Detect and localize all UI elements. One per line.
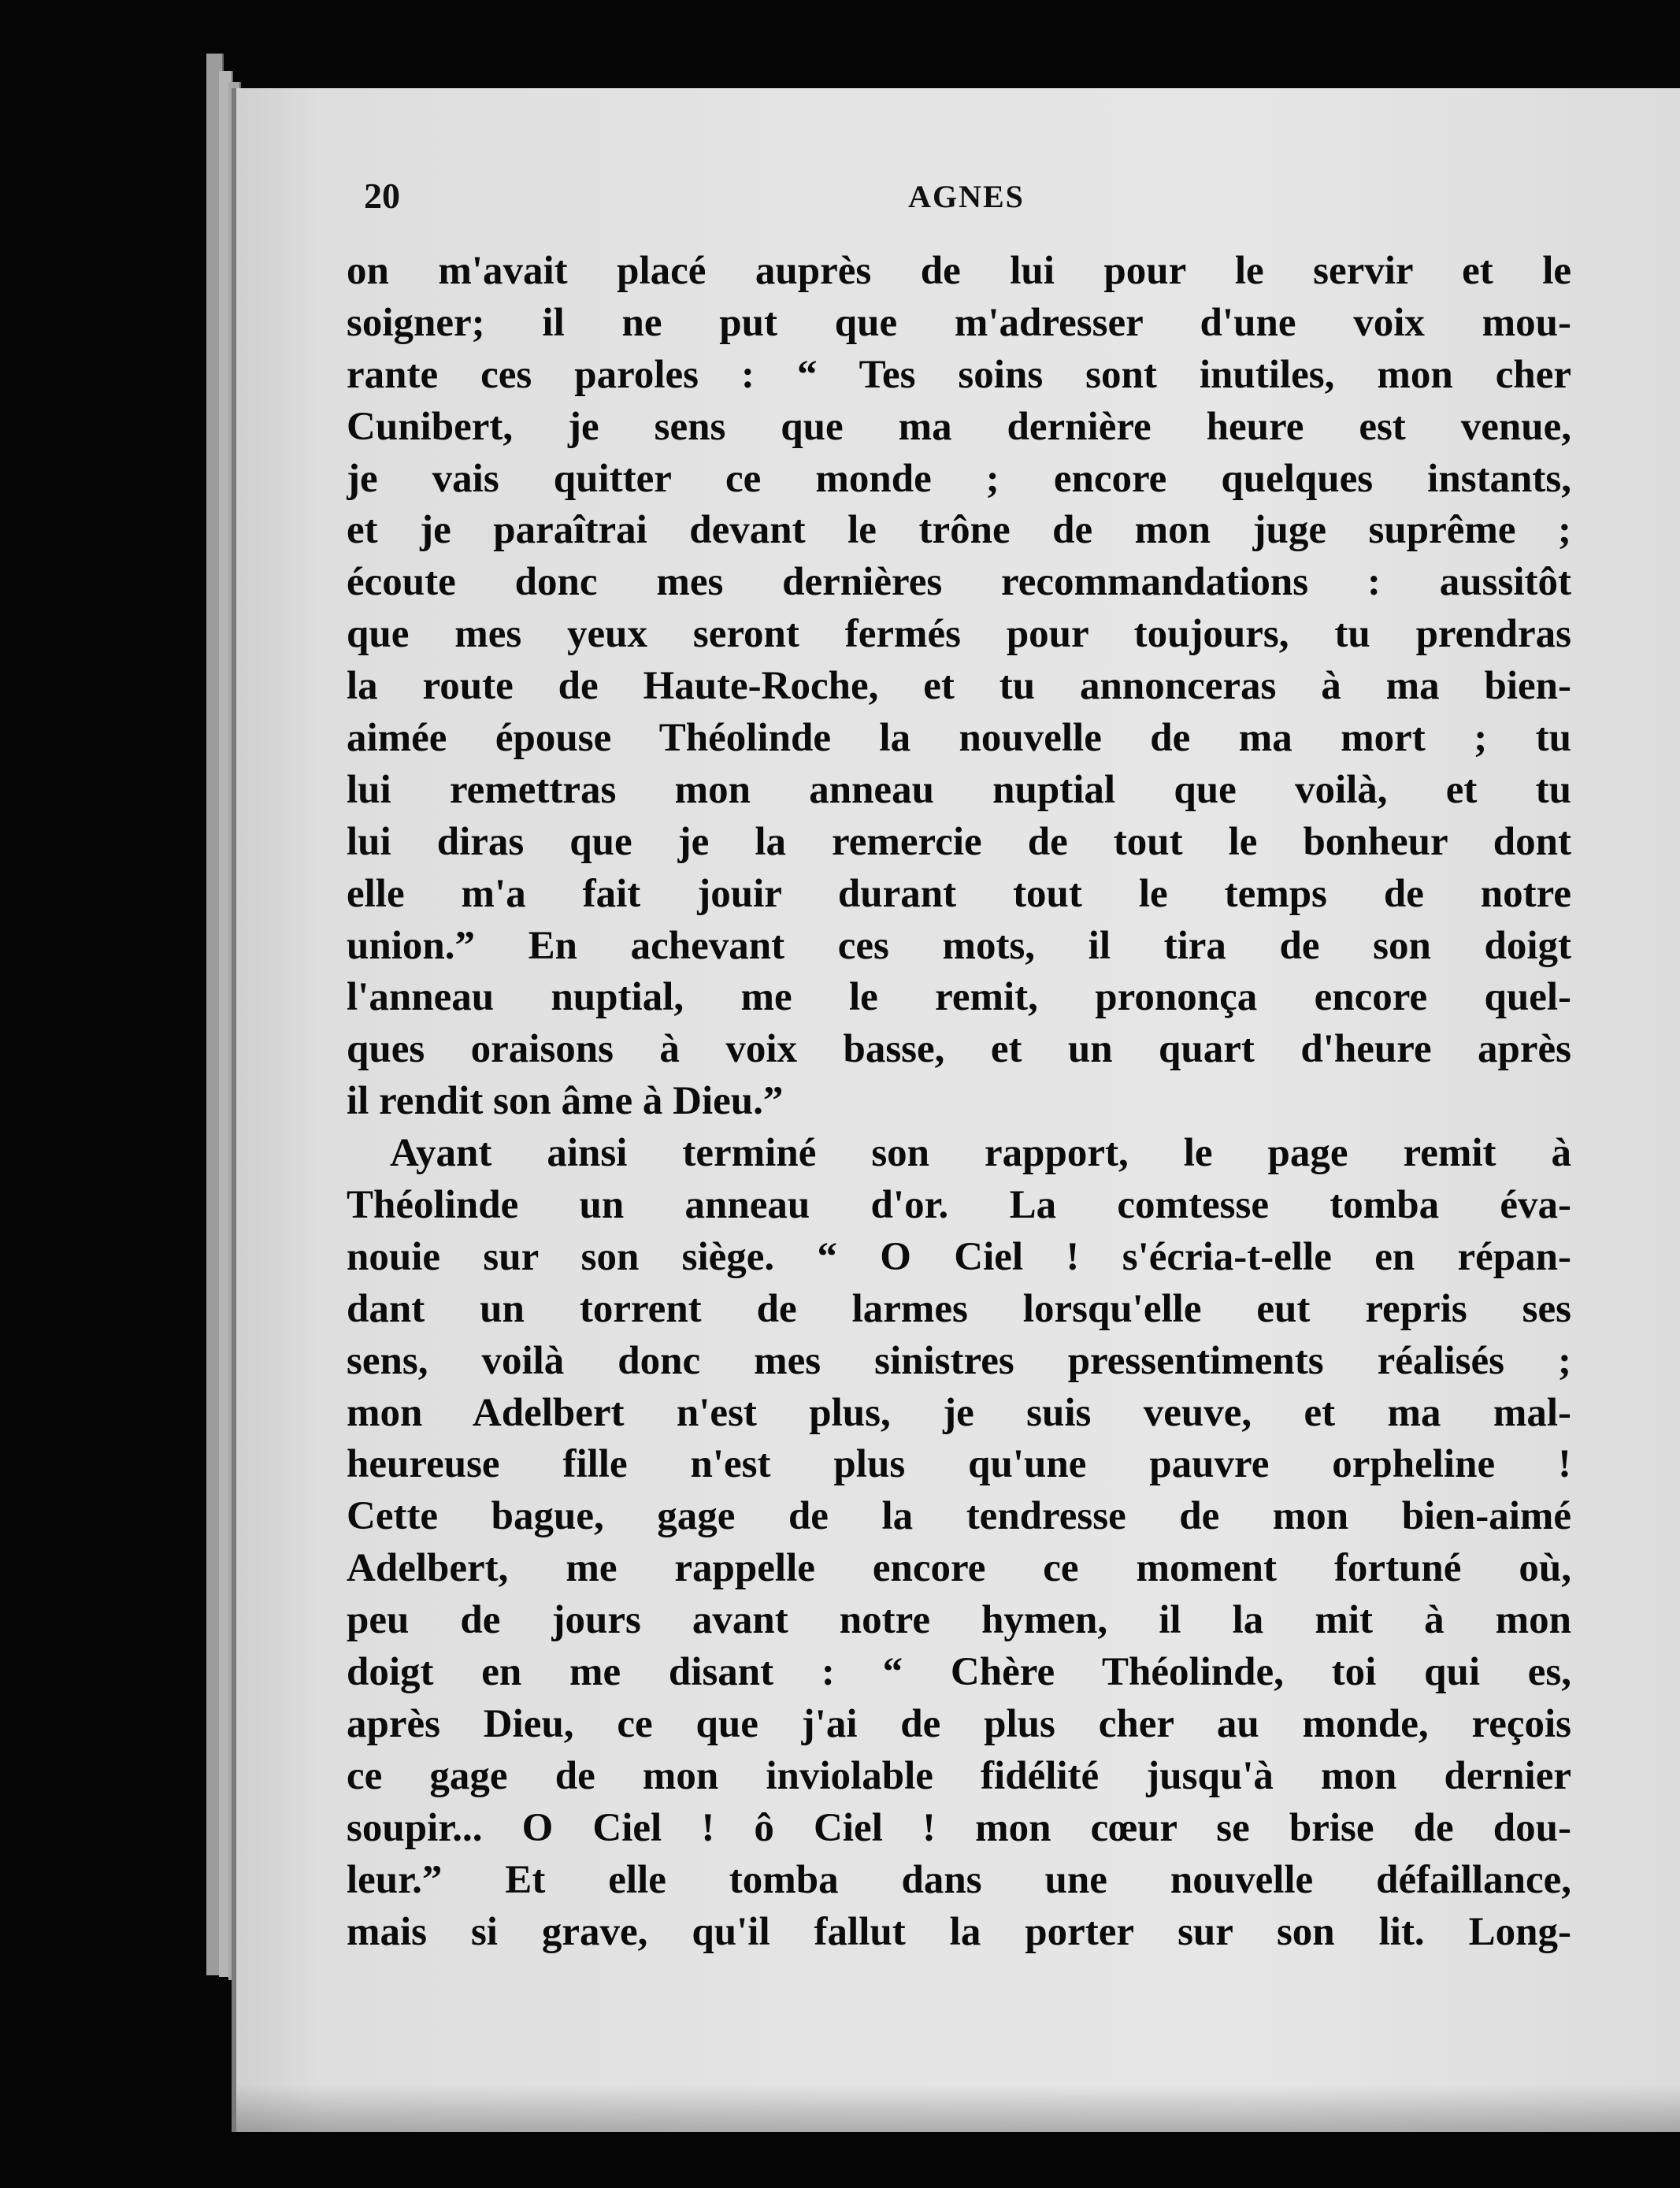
- text-line: lui remettras mon anneau nuptial que voilà, et tu: [347, 767, 1571, 812]
- text-line: ques oraisons à voix basse, et un quart d'heure après: [347, 1027, 1571, 1072]
- running-title: AGNES: [908, 179, 1025, 214]
- text-line: elle m'a fait jouir durant tout le temps de notre: [347, 871, 1571, 916]
- text-line: après Dieu, ce que j'ai de plus cher au monde, reçois: [347, 1701, 1571, 1746]
- text-line: je vais quitter ce monde ; encore quelques instants,: [347, 456, 1571, 501]
- running-header: [364, 175, 1569, 222]
- text-line: union.” En achevant ces mots, il tira de son doigt: [347, 923, 1571, 968]
- text-line: sens, voilà donc mes sinistres pressentiments réalisés ;: [347, 1338, 1571, 1383]
- text-line: que mes yeux seront fermés pour toujours, tu prendras: [347, 612, 1571, 657]
- text-line: ce gage de mon inviolable fidélité jusqu'à mon dernier: [347, 1753, 1571, 1798]
- text-line: Adelbert, me rappelle encore ce moment fortuné où,: [347, 1546, 1571, 1591]
- text-line: la route de Haute-Roche, et tu annonceras à ma bien-: [347, 664, 1571, 709]
- paragraph: [347, 1128, 1571, 1958]
- text-line: aimée épouse Théolinde la nouvelle de ma mort ; tu: [347, 716, 1571, 761]
- text-line: heureuse fille n'est plus qu'une pauvre orpheline !: [347, 1442, 1571, 1487]
- text-line: écoute donc mes dernières recommandations : aussitôt: [347, 560, 1571, 605]
- text-line: mon Adelbert n'est plus, je suis veuve, et ma mal-: [347, 1390, 1571, 1435]
- text-line: nouie sur son siège. “ O Ciel ! s'écria-t-elle en répan-: [347, 1234, 1571, 1279]
- text-line: lui diras que je la remercie de tout le bonheur dont: [347, 819, 1571, 864]
- text-line: dant un torrent de larmes lorsqu'elle eut repris ses: [347, 1286, 1571, 1331]
- text-line: il rendit son âme à Dieu.”: [347, 1079, 784, 1124]
- text-line: leur.” Et elle tomba dans une nouvelle défaillance,: [347, 1857, 1571, 1902]
- text-line: on m'avait placé auprès de lui pour le servir et le: [347, 249, 1571, 293]
- text-line: peu de jours avant notre hymen, il la mit à mon: [347, 1598, 1571, 1643]
- text-line: Cette bague, gage de la tendresse de mon bien-aimé: [347, 1494, 1571, 1539]
- text-line: Ayant ainsi terminé son rapport, le page remit à: [390, 1131, 1571, 1176]
- text-line: l'anneau nuptial, me le remit, prononça encore quel-: [347, 975, 1571, 1020]
- text-line: soigner; il ne put que m'adresser d'une voix mou-: [347, 300, 1571, 345]
- text-line: doigt en me disant : “ Chère Théolinde, toi qui es,: [347, 1650, 1571, 1695]
- paragraph: [347, 246, 1571, 1128]
- text-line: mais si grave, qu'il fallut la porter sur son lit. Long-: [347, 1909, 1571, 1954]
- text-line: et je paraîtrai devant le trône de mon juge suprême ;: [347, 508, 1571, 553]
- text-line: soupir... O Ciel ! ô Ciel ! mon cœur se brise de dou-: [347, 1805, 1571, 1850]
- text-line: Cunibert, je sens que ma dernière heure est venue,: [347, 404, 1571, 449]
- book-page: [236, 88, 1680, 2132]
- body-text: [347, 246, 1571, 1958]
- text-line: rante ces paroles : “ Tes soins sont inutiles, mon cher: [347, 352, 1571, 397]
- page-number: 20: [364, 176, 400, 216]
- text-line: Théolinde un anneau d'or. La comtesse tomba éva-: [347, 1183, 1571, 1228]
